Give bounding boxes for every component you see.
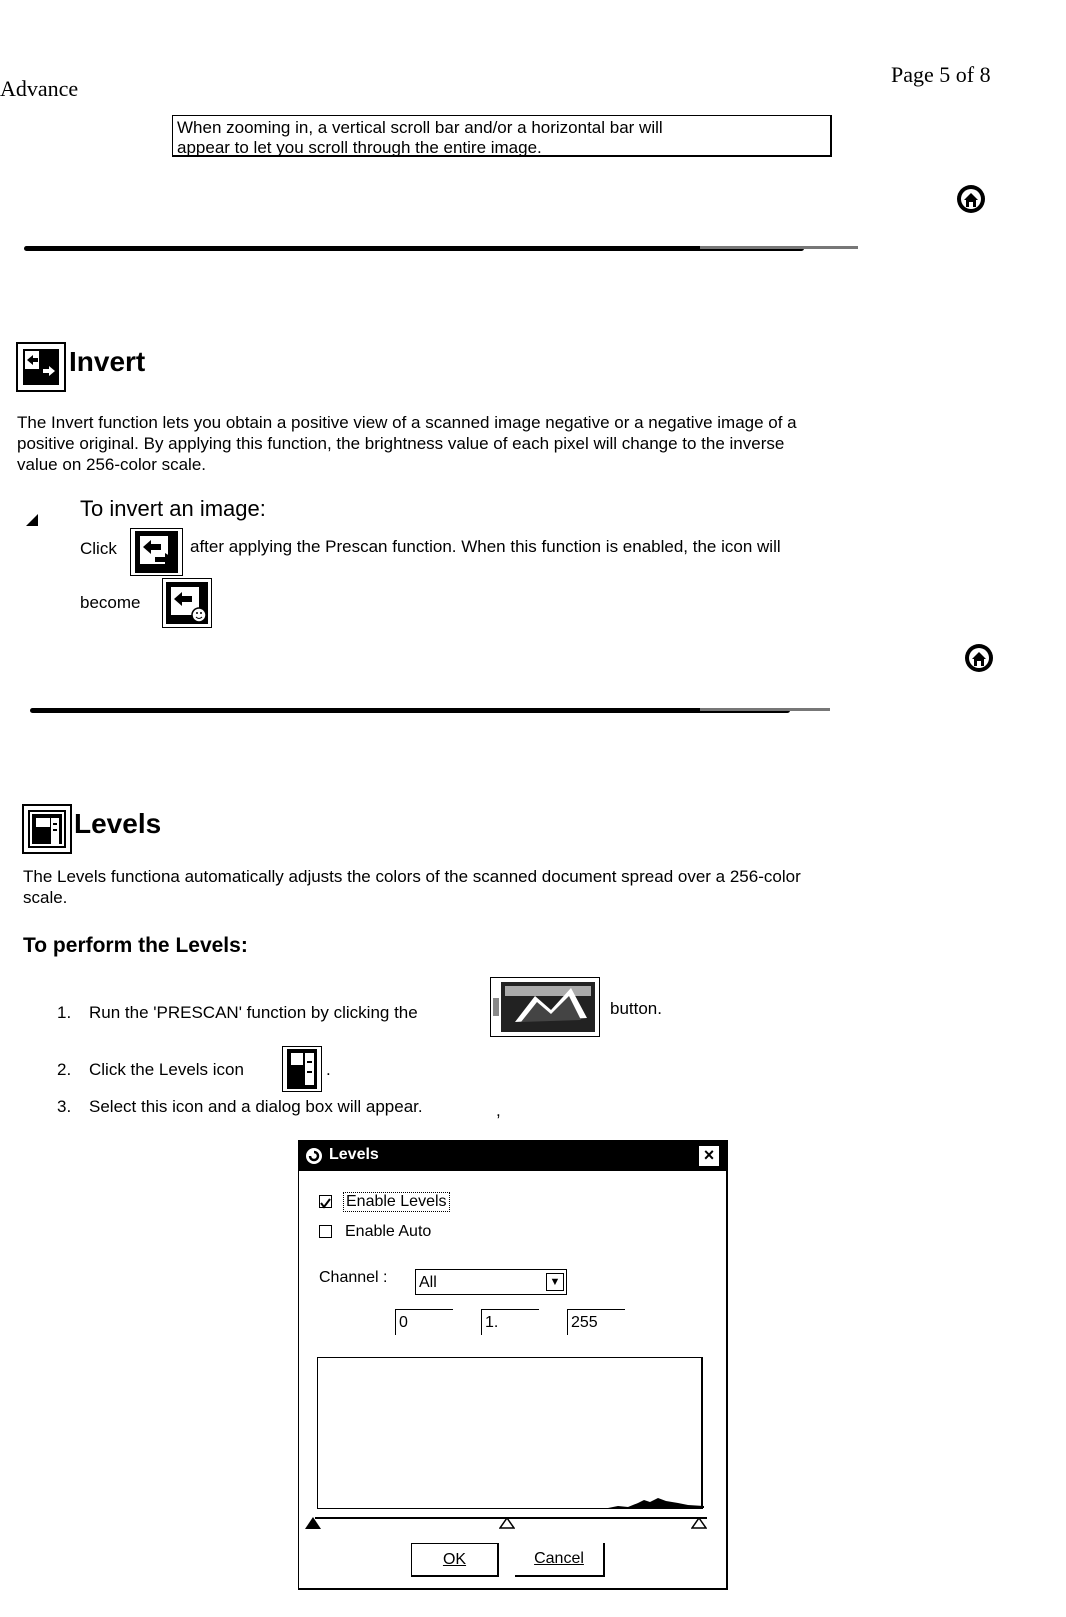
zoom-note-box [172,115,832,157]
zoom-note-line-2: appear to let you scroll through the entire image. [177,138,542,157]
enable-auto-checkbox[interactable] [319,1225,332,1238]
white-point-slider[interactable] [691,1517,707,1529]
section-divider-fade [700,246,858,249]
step-1-text: Run the 'PRESCAN' function by clicking the [89,1003,418,1022]
home-icon[interactable] [956,184,986,214]
input-low-field[interactable]: 0 [395,1309,453,1335]
cancel-button[interactable] [515,1543,605,1577]
chevron-down-icon[interactable]: ▼ [546,1273,564,1291]
input-high-field[interactable]: 255 [567,1309,625,1335]
levels-description [23,866,1053,908]
step-3-text: Select this icon and a dialog box will appear. [89,1097,423,1116]
levels-app-icon [305,1147,323,1170]
invert-desc-line-2: positive original. By applying this function, the brightness value of each pixel will change to the inverse [17,434,785,453]
invert-after-text: after applying the Prescan function. When this function is enabled, the icon will [190,537,781,556]
histogram-graph [608,1486,704,1508]
step-1-number: 1. [57,1003,72,1022]
dialog-title: Levels [329,1146,379,1163]
step-1-after: button. [610,999,662,1018]
section-divider [30,708,790,713]
levels-icon [22,804,72,854]
enable-levels-label[interactable]: Enable Levels [343,1192,450,1212]
levels-perform-title: To perform the Levels: [23,934,248,957]
levels-section-title: Levels [74,808,162,839]
dialog-titlebar[interactable] [299,1141,726,1171]
step-2-text: Click the Levels icon [89,1060,244,1079]
invert-section-title: Invert [69,346,146,377]
levels-desc-line-2: scale. [23,888,68,907]
midtone-slider[interactable] [499,1517,515,1529]
enable-levels-checkbox[interactable] [319,1195,332,1208]
step-3-number: 3. [57,1097,72,1116]
section-divider-fade [700,708,830,711]
bullet-icon [24,512,40,533]
invert-enabled-icon[interactable] [162,578,212,628]
running-header-left: Advance [0,76,79,101]
step-3-after: , [496,1101,501,1120]
levels-desc-line-1: The Levels functiona automatically adjusts the colors of the scanned document spread over a 256-color [23,867,801,886]
levels-button-icon[interactable] [282,1046,322,1092]
invert-become-label: become [80,593,141,612]
input-mid-field[interactable]: 1. [481,1309,539,1335]
invert-description [17,412,1047,475]
invert-howto-title: To invert an image: [80,496,266,521]
close-icon[interactable]: × [698,1145,720,1167]
step-2-after: . [326,1060,331,1079]
invert-click-label: Click [80,539,117,558]
histogram-area [317,1357,703,1509]
section-divider [24,246,804,251]
invert-desc-line-1: The Invert function lets you obtain a positive view of a scanned image negative or a negative image of a [17,413,797,432]
cancel-label: Cancel [534,1550,584,1567]
black-point-slider[interactable] [305,1517,321,1529]
ok-button[interactable] [411,1543,499,1577]
enable-auto-label[interactable]: Enable Auto [345,1223,432,1240]
invert-icon [16,342,66,392]
page-number: Page 5 of 8 [891,62,991,87]
ok-label: OK [442,1551,467,1568]
channel-label: Channel : [319,1269,388,1286]
prescan-button-icon[interactable] [490,977,600,1037]
channel-select[interactable] [415,1269,567,1295]
invert-desc-line-3: value on 256-color scale. [17,455,207,474]
zoom-note-line-1: When zooming in, a vertical scroll bar and/or a horizontal bar will [177,118,663,137]
home-icon[interactable] [964,643,994,673]
step-2-number: 2. [57,1060,72,1079]
invert-button-icon[interactable] [130,528,183,576]
levels-dialog [298,1140,728,1590]
channel-value: All [419,1274,437,1291]
